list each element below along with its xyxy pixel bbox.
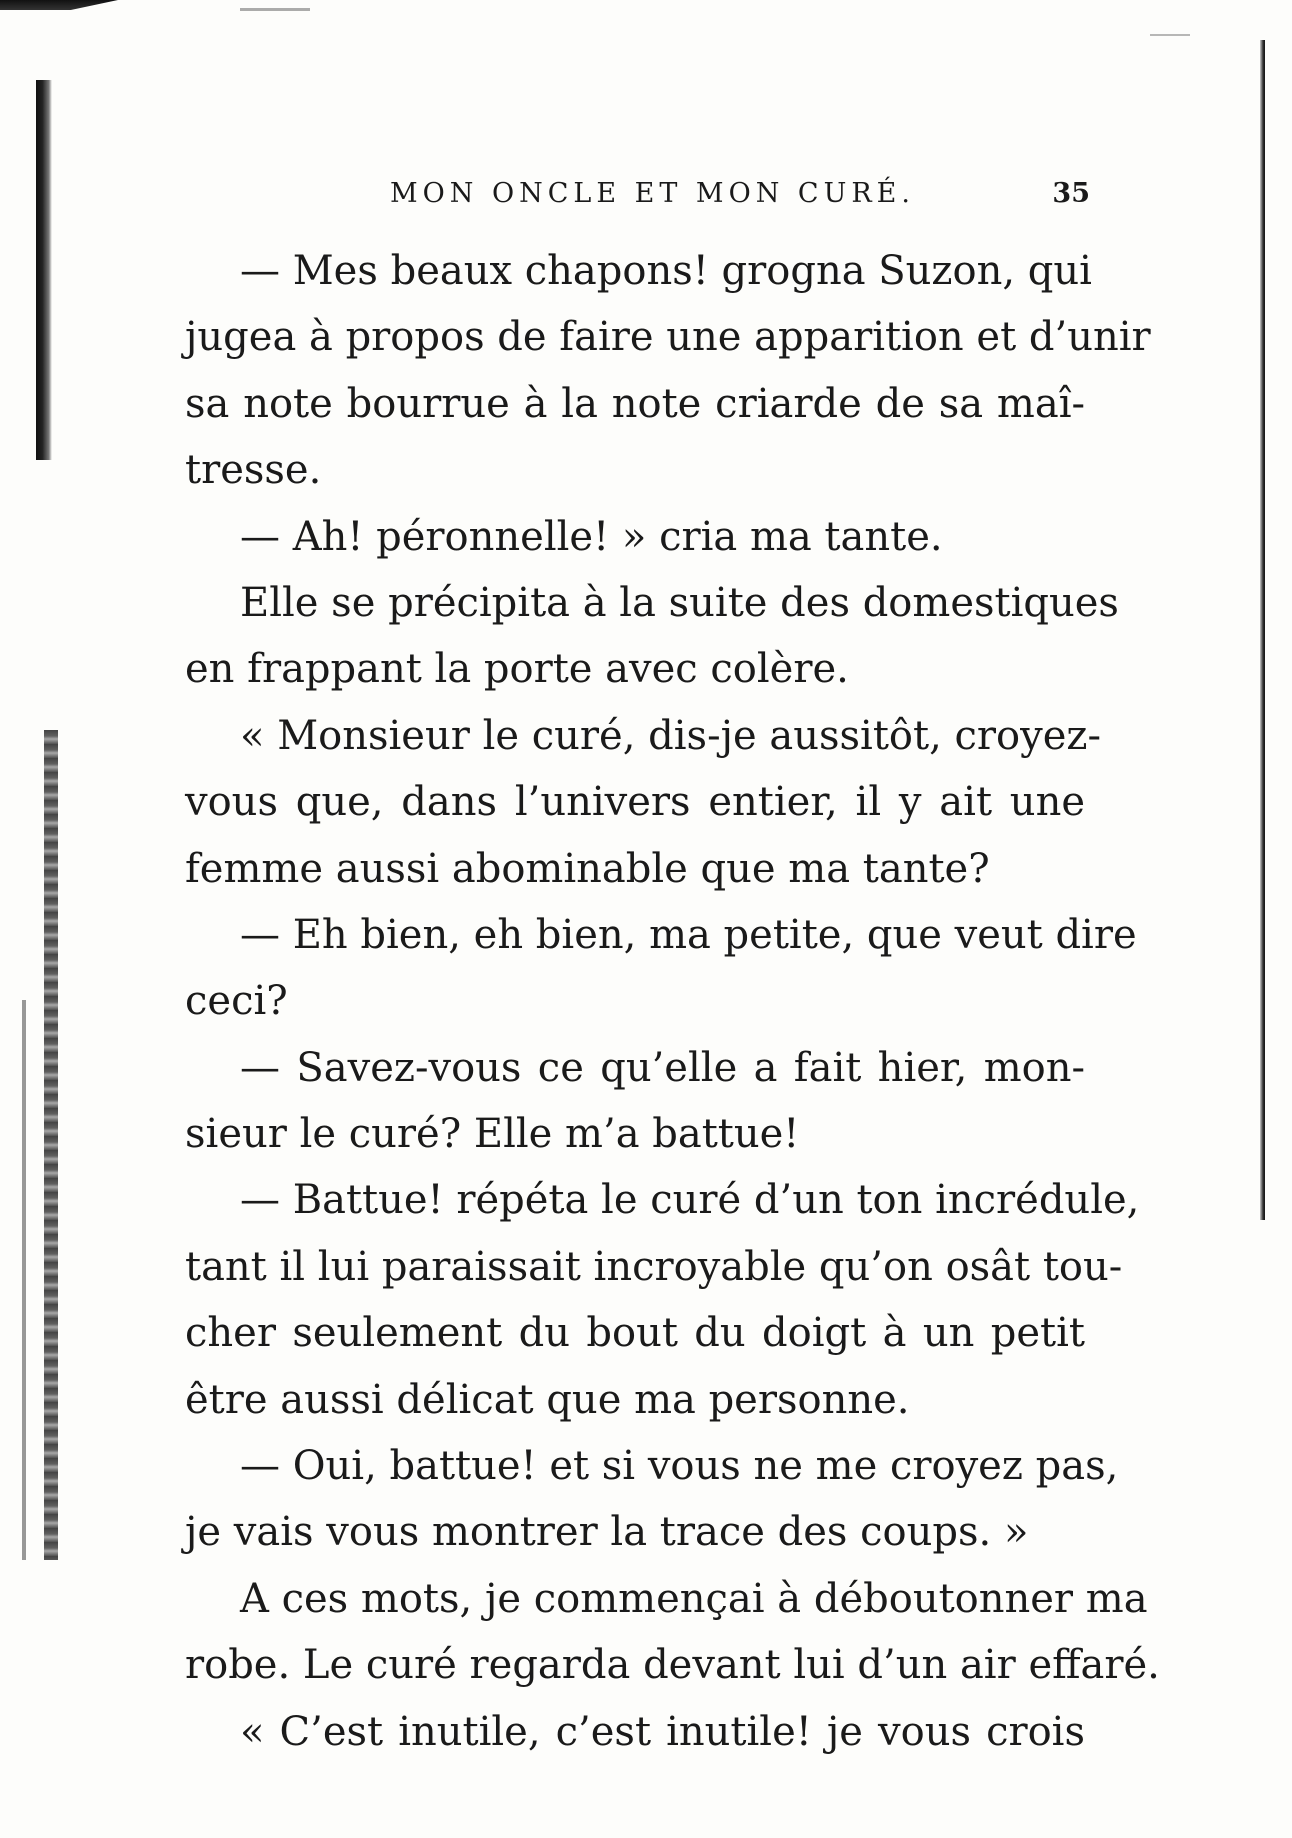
page-edge-shadow (1260, 40, 1265, 1220)
running-head: MON ONCLE ET MON CURÉ. (390, 178, 915, 209)
text-line: — Savez-vous ce qu’elle a fait hier, mon- (240, 1044, 1085, 1091)
body-text (185, 238, 1160, 1765)
page-header (390, 178, 1090, 218)
text-line: vous que, dans l’univers entier, il y ait une (185, 779, 1085, 826)
text-line: — Battue! répéta le curé d’un ton incrédule, (240, 1177, 1140, 1224)
text-line: sa note bourrue à la note criarde de sa maî- (185, 380, 1085, 427)
text-line: sieur le curé? Elle m’a battue! (185, 1111, 800, 1158)
text-line: je vais vous montrer la trace des coups. » (185, 1509, 1029, 1556)
text-line: tant il lui paraissait incroyable qu’on osât tou- (185, 1243, 1123, 1290)
text-line: — Mes beaux chapons! grogna Suzon, qui (240, 248, 1092, 294)
text-line: — Oui, battue! et si vous ne me croyez pas, (240, 1443, 1119, 1490)
text-line: tresse. (185, 447, 322, 494)
text-line: Elle se précipita à la suite des domestiques (240, 579, 1119, 626)
text-line: cher seulement du bout du doigt à un petit (185, 1310, 1085, 1357)
scan-artifact (1150, 34, 1190, 36)
binding-shadow (22, 1000, 26, 1560)
text-line: ceci? (185, 978, 288, 1025)
text-line: robe. Le curé regarda devant lui d’un air effaré. (185, 1642, 1160, 1689)
scan-artifact (0, 0, 118, 10)
text-line: A ces mots, je commençai à déboutonner ma (240, 1575, 1148, 1622)
page-number: 35 (1052, 178, 1090, 209)
text-line: — Ah! péronnelle! » cria ma tante. (240, 513, 943, 560)
text-line: « C’est inutile, c’est inutile! je vous crois (240, 1708, 1085, 1755)
binding-shadow (36, 80, 52, 460)
text-line: femme aussi abominable que ma tante? (185, 845, 990, 892)
text-line: jugea à propos de faire une apparition et d’unir (185, 314, 1151, 361)
text-line: — Eh bien, eh bien, ma petite, que veut dire (240, 911, 1137, 958)
text-line: en frappant la porte avec colère. (185, 646, 849, 693)
scan-artifact (240, 8, 310, 11)
text-line: « Monsieur le curé, dis-je aussitôt, croyez- (240, 712, 1101, 759)
binding-shadow (44, 730, 58, 1560)
text-line: être aussi délicat que ma personne. (185, 1376, 910, 1423)
